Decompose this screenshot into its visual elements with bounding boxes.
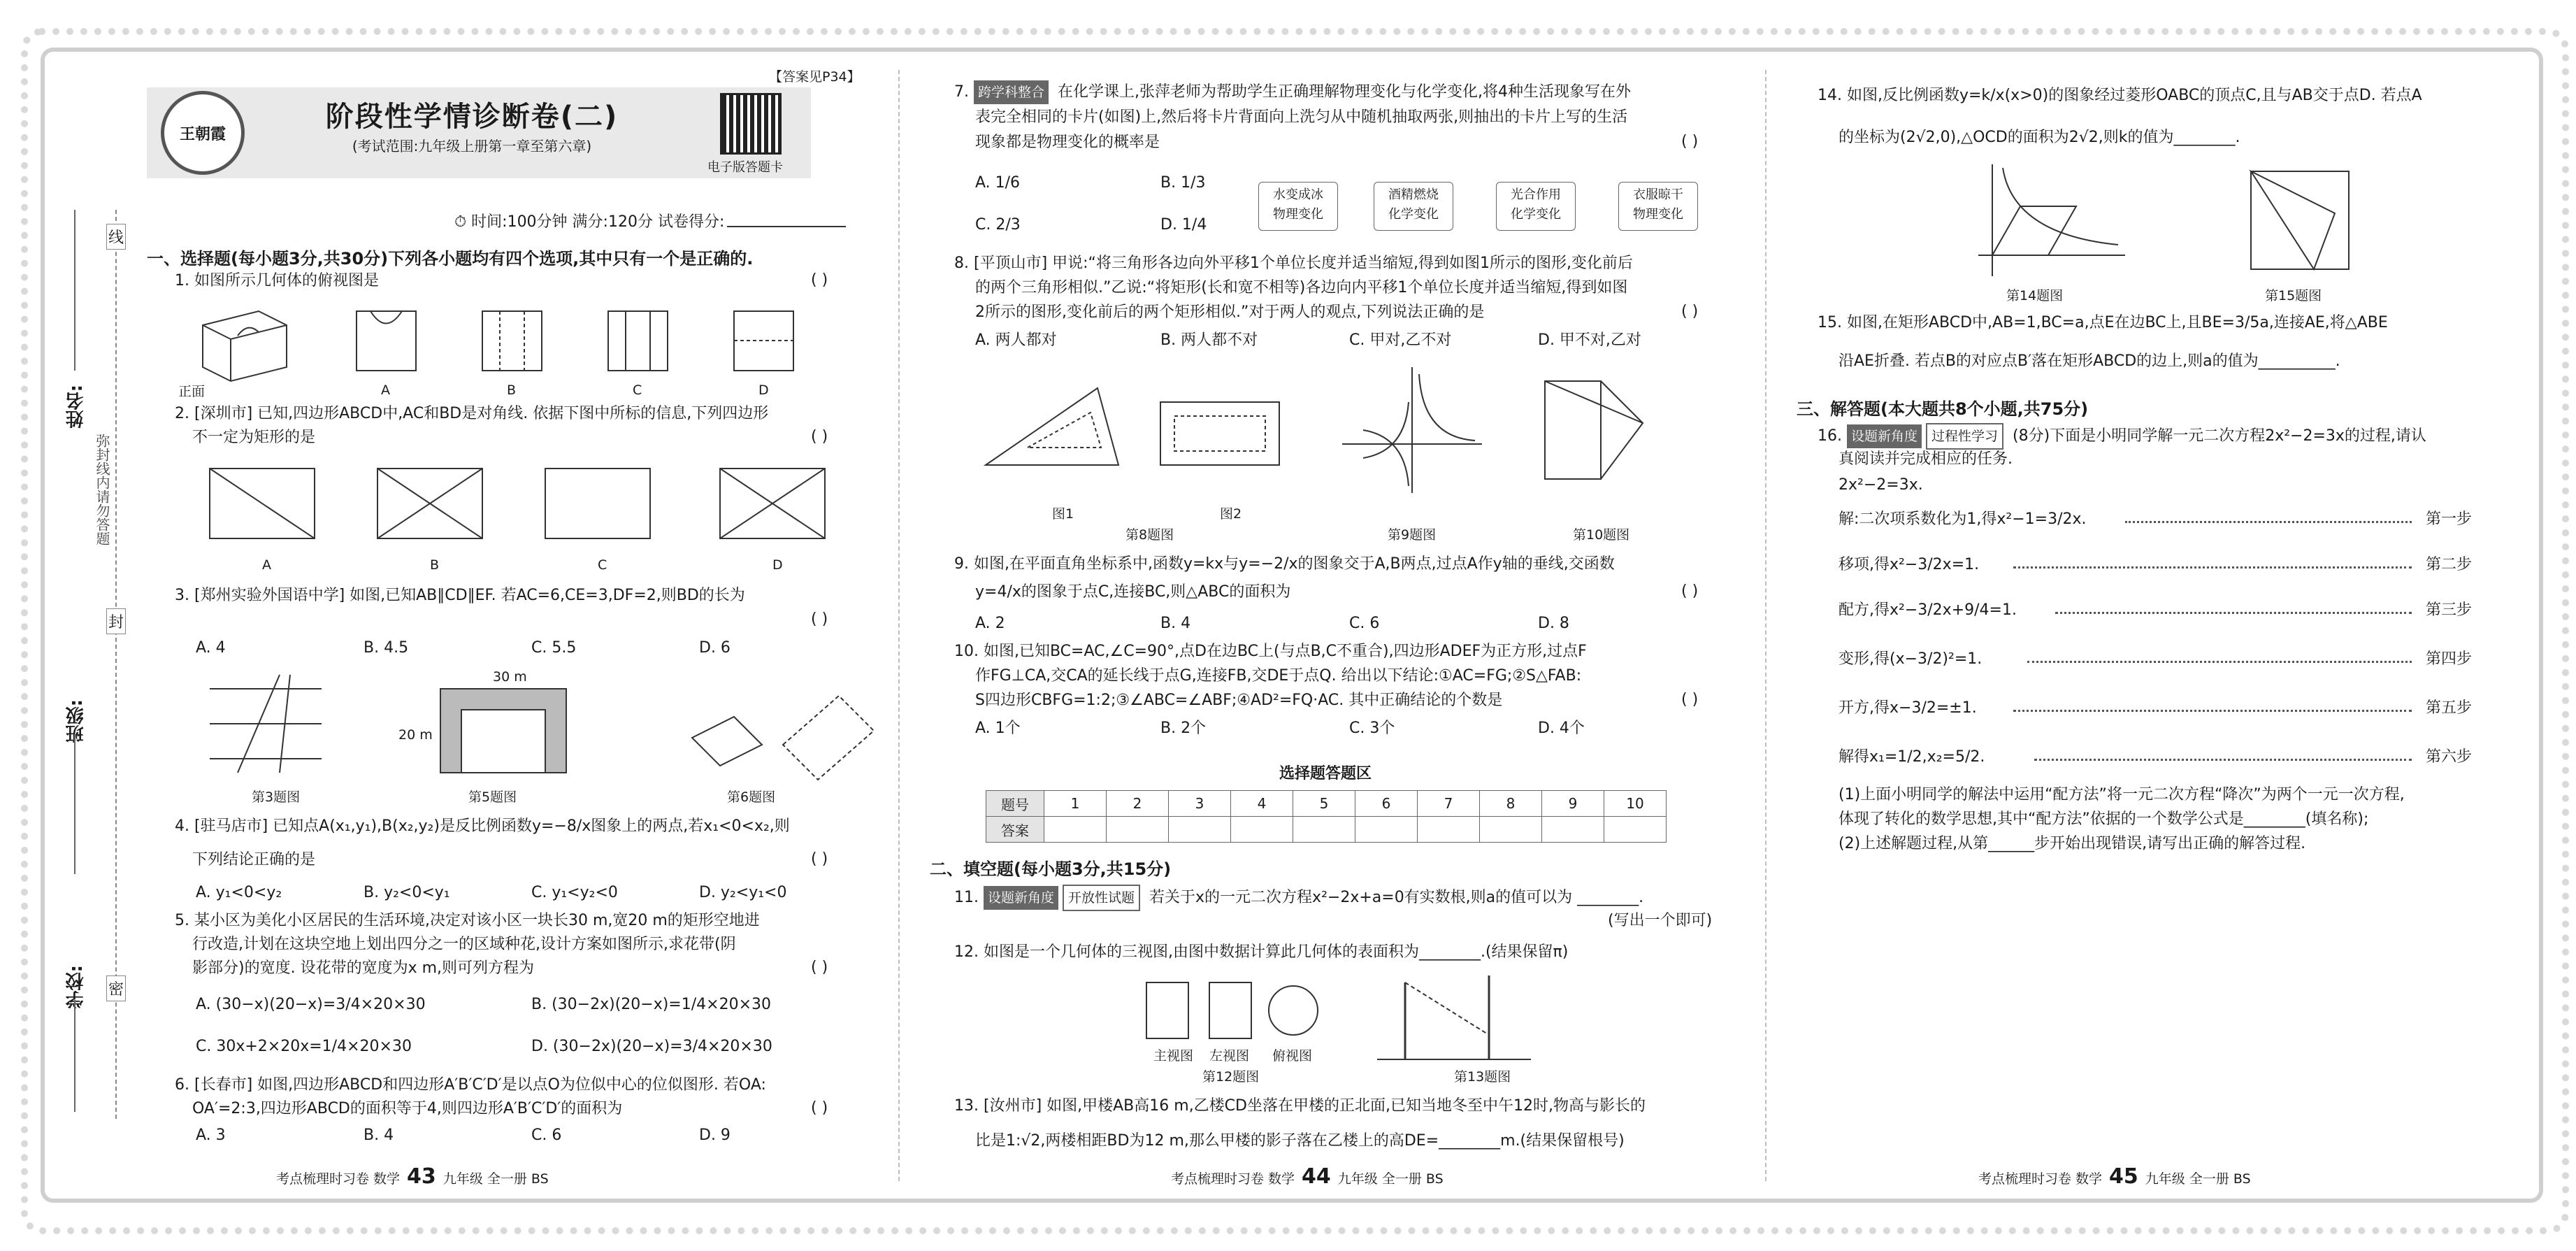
leader-dots: [2055, 612, 2412, 614]
question-3: 3. [郑州实验外国语中学] 如图,已知AB∥CD∥EF. 若AC=6,CE=3,DF=2,则BD的长为: [175, 587, 745, 604]
grid-num: 2: [1107, 791, 1169, 817]
question-16-equation: 2x²−2=3x.: [1839, 476, 1923, 494]
figure-caption: 第13题图: [1454, 1069, 1511, 1085]
page-number: 43: [407, 1164, 436, 1189]
qr-code-icon[interactable]: [720, 93, 782, 155]
card-line: 酒精燃烧: [1388, 187, 1439, 202]
question-7-cont: 现象都是物理变化的概率是: [975, 134, 1160, 151]
solution-step: 移项,得x²−3/2x=1.: [1839, 556, 1980, 573]
school-blank[interactable]: [74, 1000, 75, 1112]
grid-answer-cell[interactable]: [1480, 817, 1542, 843]
question-15-cont: 沿AE折叠. 若点B的对应点B′落在矩形ABCD的边上,则a的值为__________.: [1839, 352, 2340, 370]
qr-label: 电子版答题卡: [707, 160, 783, 175]
question-5-cont: 影部分)的宽度. 设花带的宽度为x m,则可列方程为: [192, 959, 535, 977]
footer-text: 考点梳理时习卷 数学: [1978, 1171, 2103, 1187]
solution-step: 配方,得x²−3/2x+9/4=1.: [1839, 601, 2017, 619]
question-9: 9. 如图,在平面直角坐标系中,函数y=kx与y=−2/x的图象交于A,B两点,过点A作y轴的垂线,交函数: [954, 555, 1615, 573]
school-label: 学校:: [66, 965, 87, 1009]
column-divider: [1765, 70, 1766, 1181]
question-11-note: (写出一个即可): [1608, 912, 1713, 929]
option-label[interactable]: A: [262, 557, 271, 573]
question-16-text: (8分)下面是小明同学解一元二次方程2x²−2=3x的过程,请认: [2013, 427, 2426, 445]
question-10-cont: 作FG⊥CA,交CA的延长线于点G,连接FB,交DE于点Q. 给出以下结论:①AC=FG;②S△FAB:: [975, 667, 1582, 685]
question-12: 12. 如图是一个几何体的三视图,由图中数据计算此几何体的表面积为________.(结果保留π): [954, 943, 1569, 961]
exam-scope: (考试范围:九年级上册第一章至第六章): [352, 138, 592, 155]
footer-text: 九年级 全一册 BS: [2145, 1171, 2251, 1187]
leader-dots: [2013, 710, 2412, 712]
card-line: 物理变化: [1633, 207, 1683, 222]
card-line: 化学变化: [1511, 207, 1561, 222]
footer-text: 考点梳理时习卷 数学: [1171, 1171, 1295, 1187]
step-label: 第三步: [2426, 601, 2473, 619]
figure-caption: 图1: [1052, 506, 1074, 522]
column-1: [105, 66, 881, 1188]
option[interactable]: B. 4: [364, 1127, 394, 1144]
figure-caption: 第3题图: [252, 789, 301, 805]
grid-num: 7: [1418, 791, 1480, 817]
option-label[interactable]: B: [507, 383, 517, 398]
grid-answer-cell[interactable]: [1169, 817, 1231, 843]
leader-dots: [2125, 521, 2412, 523]
solution-step: 开方,得x−3/2=±1.: [1839, 699, 1977, 717]
option[interactable]: D. 甲不对,乙对: [1538, 331, 1641, 349]
option[interactable]: D. 8: [1538, 615, 1569, 632]
grid-num: 8: [1480, 791, 1542, 817]
binding-mark: 密: [106, 975, 126, 1001]
option[interactable]: D. (30−2x)(20−x)=3/4×20×30: [531, 1038, 772, 1055]
figure-caption: 第10题图: [1573, 527, 1630, 543]
fig5-height: 20 m: [398, 727, 433, 743]
tag-badge: 开放性试题: [1063, 885, 1140, 911]
answer-paren[interactable]: ( ): [1681, 303, 1699, 320]
footer-text: 考点梳理时习卷 数学: [276, 1171, 401, 1187]
card-line: 光合作用: [1511, 187, 1561, 202]
question-13: 13. [汝州市] 如图,甲楼AB高16 m,乙楼CD坐落在甲楼的正北面,已知当地冬至中午12时,物高与影长的: [954, 1097, 1646, 1115]
figures-q3-q6: [189, 668, 874, 787]
grid-header: 题号: [986, 791, 1044, 817]
question-10: 10. 如图,已知BC=AC,∠C=90°,点D在边BC上(与点B,C不重合),四边形ADEF为正方形,过点F: [954, 643, 1587, 660]
option[interactable]: C. 3个: [1349, 720, 1395, 737]
answer-grid: [986, 790, 1667, 843]
grid-num: 4: [1231, 791, 1293, 817]
solution-step: 变形,得(x−3/2)²=1.: [1839, 650, 1983, 668]
question-2-cont: 不一定为矩形的是: [192, 429, 316, 446]
figure-caption: 第8题图: [1125, 527, 1174, 543]
question-8-cont: 2所示的图形,变化前后的两个矩形相似.”对于两人的观点,下列说法正确的是: [975, 303, 1485, 321]
question-number: 16.: [1818, 427, 1842, 445]
seal-note: 弥封线内请勿答题: [94, 434, 110, 545]
option-label[interactable]: D: [758, 383, 769, 398]
option[interactable]: B. 4: [1160, 615, 1191, 632]
figure-caption: 图2: [1220, 506, 1242, 522]
option[interactable]: A. 4: [196, 639, 226, 657]
option[interactable]: A. 1个: [975, 720, 1021, 737]
column-2: [909, 66, 1755, 1188]
page-title: 阶段性学情诊断卷(二): [325, 101, 619, 133]
option-label[interactable]: D: [772, 557, 783, 573]
question-5-cont: 行改造,计划在这块空地上划出四分之一的区域种花,设计方案如图所示,求花带(阴: [192, 936, 736, 953]
question-6: 6. [长春市] 如图,四边形ABCD和四边形A′B′C′D′是以点O为位似中心的位似图形. 若OA:: [175, 1076, 766, 1094]
figure-caption: 第6题图: [727, 789, 776, 805]
option[interactable]: B. 4.5: [364, 639, 409, 657]
answer-paren[interactable]: ( ): [811, 959, 828, 976]
card-line: 水变成冰: [1273, 187, 1323, 202]
option-label[interactable]: B: [430, 557, 440, 573]
question-13-cont: 比是1:√2,两楼相距BD为12 m,那么甲楼的影子落在乙楼上的高DE=________m.(结果保留根号): [975, 1132, 1625, 1150]
grid-header: 答案: [986, 817, 1044, 843]
question-16: [1818, 423, 2426, 450]
grid-num: 9: [1542, 791, 1604, 817]
phenomenon-card: [1496, 182, 1576, 231]
view-label: 左视图: [1209, 1048, 1250, 1064]
option-label[interactable]: A: [381, 383, 390, 398]
question-1: 1. 如图所示几何体的俯视图是: [175, 272, 379, 289]
question-11-text: 若关于x的一元二次方程x²−2x+a=0有实数根,则a的值可以为 ________.: [1149, 889, 1644, 906]
grid-answer-cell[interactable]: [1044, 817, 1107, 843]
step-label: 第四步: [2426, 650, 2473, 668]
option[interactable]: A. 1/6: [975, 174, 1021, 192]
tag-badge: 设题新角度: [1847, 424, 1922, 448]
page-number: 44: [1302, 1164, 1331, 1189]
question-14-cont: 的坐标为(2√2,0),△OCD的面积为2√2,则k的值为________.: [1839, 129, 2240, 146]
phenomenon-card: [1374, 182, 1453, 231]
class-blank[interactable]: [74, 734, 75, 874]
figure-caption: 第12题图: [1202, 1069, 1260, 1085]
grid-num: 3: [1169, 791, 1231, 817]
grid-answer-cell[interactable]: [1418, 817, 1480, 843]
exam-meta: ⏱ 时间:100分钟 满分:120分 试卷得分:: [454, 213, 725, 231]
option[interactable]: C. 6: [1349, 615, 1380, 632]
footer-text: 九年级 全一册 BS: [1337, 1171, 1444, 1187]
grid-answer-cell[interactable]: [1542, 817, 1604, 843]
figure-q1: [182, 297, 867, 388]
binding-strip: [49, 210, 110, 1119]
question-number: 7.: [954, 83, 969, 101]
binding-mark: 封: [106, 608, 126, 634]
footer-right: [1978, 1164, 2251, 1189]
grid-num: 1: [1044, 791, 1107, 817]
question-4-cont: 下列结论正确的是: [192, 851, 316, 868]
option[interactable]: A. (30−x)(20−x)=3/4×20×30: [196, 996, 426, 1013]
question-7: [954, 80, 1631, 104]
phenomenon-card: [1258, 182, 1338, 231]
column-3: [1776, 66, 2531, 1188]
column-divider: [898, 70, 900, 1181]
question-8-cont: 的两个三角形相似.”乙说:“将矩形(长和宽不相等)各边向内平移1个单位长度并适当缩短,得到如图: [975, 279, 1628, 296]
section-1-heading: 一、选择题(每小题3分,共30分)下列各小题均有四个选项,其中只有一个是正确的.: [147, 249, 754, 269]
step-label: 第六步: [2426, 748, 2473, 766]
option[interactable]: D. 6: [699, 639, 731, 657]
publisher-logo: 王朝霞: [161, 91, 245, 175]
phenomenon-card: [1618, 182, 1698, 231]
tag-badge: 跨学科整合: [974, 80, 1049, 104]
grid-answer-cell[interactable]: [1231, 817, 1293, 843]
answer-paren[interactable]: ( ): [811, 428, 828, 445]
question-7-cont: 表完全相同的卡片(如图)上,然后将卡片背面向上洗匀从中随机抽取两张,则抽出的卡片上写的生活: [975, 108, 1628, 126]
solution-step: 解得x₁=1/2,x₂=5/2.: [1839, 748, 1985, 766]
answer-paren[interactable]: ( ): [811, 271, 828, 289]
option[interactable]: B. 2个: [1160, 720, 1207, 737]
score-blank[interactable]: [727, 226, 846, 227]
task-2: (2)上述解题过程,从第______步开始出现错误,请写出正确的解答过程.: [1839, 835, 2306, 852]
task-1: (1)上面小明同学的解法中运用“配方法”将一元二次方程“降次”为两个一元一次方程,: [1839, 786, 2405, 803]
option[interactable]: B. 两人都不对: [1160, 331, 1258, 349]
option[interactable]: A. 2: [975, 615, 1005, 632]
name-blank[interactable]: [74, 210, 75, 371]
question-10-cont: S四边形CBFG=1:2;③∠ABC=∠ABF;④AD²=FQ·AC. 其中正确结论的个数是: [975, 692, 1503, 709]
section-2-heading: 二、填空题(每小题3分,共15分): [930, 859, 1172, 879]
view-label: 俯视图: [1272, 1048, 1313, 1064]
question-7-text: 在化学课上,张萍老师为帮助学生正确理解物理变化与化学变化,将4种生活现象写在外: [1058, 83, 1632, 101]
option[interactable]: C. 2/3: [975, 216, 1021, 234]
question-9-cont: y=4/x的图象于点C,连接BC,则△ABC的面积为: [975, 583, 1291, 601]
option[interactable]: D. 9: [699, 1127, 731, 1144]
step-label: 第二步: [2426, 556, 2473, 573]
answer-paren[interactable]: ( ): [811, 610, 828, 628]
question-number: 11.: [954, 889, 979, 906]
answer-paren[interactable]: ( ): [1681, 582, 1699, 600]
option[interactable]: D. y₂<y₁<0: [699, 884, 787, 901]
binding-mark: 线: [106, 224, 126, 250]
option[interactable]: C. 30x+2×20x=1/4×20×30: [196, 1038, 412, 1055]
option[interactable]: A. 两人都对: [975, 331, 1057, 349]
leader-dots: [2034, 759, 2412, 761]
figure-caption: 第15题图: [2265, 288, 2322, 303]
option[interactable]: B. (30−2x)(20−x)=1/4×20×30: [531, 996, 771, 1013]
question-14: 14. 如图,反比例函数y=k/x(x>0)的图象经过菱形OABC的顶点C,且与AB交于点D. 若点A: [1818, 87, 2422, 104]
question-16-cont: 真阅读并完成相应的任务.: [1839, 450, 2013, 468]
class-label: 班级:: [66, 699, 87, 743]
grid-num: 5: [1293, 791, 1355, 817]
card-line: 物理变化: [1273, 207, 1323, 222]
leader-dots: [2013, 566, 2412, 569]
option[interactable]: C. y₁<y₂<0: [531, 884, 618, 901]
option[interactable]: A. y₁<0<y₂: [196, 884, 282, 901]
question-11: [954, 885, 1643, 911]
page-number: 45: [2109, 1164, 2138, 1189]
step-label: 第一步: [2426, 510, 2473, 528]
tag-badge: 过程性学习: [1926, 423, 2003, 450]
figure-q2: [189, 455, 874, 559]
option[interactable]: C. 5.5: [531, 639, 577, 657]
view-label: 主视图: [1153, 1048, 1194, 1064]
figure-caption: 第14题图: [2006, 288, 2064, 303]
grid-num: 6: [1355, 791, 1418, 817]
question-8: 8. [平顶山市] 甲说:“将三角形各边向外平移1个单位长度并适当缩短,得到如图1所示的图形,变化前后: [954, 255, 1633, 272]
figures-q14-q15: [1971, 157, 2405, 283]
front-label: 正面: [178, 384, 206, 399]
card-line: 衣服晾干: [1633, 187, 1683, 202]
option[interactable]: B. 1/3: [1160, 174, 1206, 192]
option[interactable]: D. 1/4: [1160, 216, 1207, 234]
answer-paren[interactable]: ( ): [1681, 133, 1699, 150]
question-5: 5. 某小区为美化小区居民的生活环境,决定对该小区一块长30 m,宽20 m的矩形空地进: [175, 912, 760, 929]
grid-answer-cell[interactable]: [1355, 817, 1418, 843]
answer-paren[interactable]: ( ): [811, 1099, 828, 1117]
figure-caption: 第5题图: [468, 789, 517, 805]
question-2: 2. [深圳市] 已知,四边形ABCD中,AC和BD是对角线. 依据下图中所标的信息,下列四边形: [175, 405, 769, 422]
tag-badge: 设题新角度: [984, 886, 1058, 910]
grid-answer-cell[interactable]: [1293, 817, 1355, 843]
footer-left: [276, 1164, 549, 1189]
footer-middle: [1171, 1164, 1444, 1189]
option-label[interactable]: C: [598, 557, 607, 573]
figure-caption: 第9题图: [1388, 527, 1437, 543]
answer-paren[interactable]: ( ): [1681, 691, 1699, 708]
option[interactable]: C. 6: [531, 1127, 562, 1144]
question-6-cont: OA′=2:3,四边形ABCD的面积等于4,则四边形A′B′C′D′的面积为: [192, 1100, 623, 1117]
fig5-width: 30 m: [493, 669, 527, 685]
option-label[interactable]: C: [633, 383, 642, 398]
option[interactable]: B. y₂<0<y₁: [364, 884, 450, 901]
solution-step: 解:二次项系数化为1,得x²−1=3/2x.: [1839, 510, 2087, 528]
section-3-heading: 三、解答题(本大题共8个小题,共75分): [1797, 399, 2089, 419]
grid-answer-cell[interactable]: [1107, 817, 1169, 843]
answer-paren[interactable]: ( ): [811, 850, 828, 868]
footer-text: 九年级 全一册 BS: [442, 1171, 549, 1187]
question-4: 4. [驻马店市] 已知点A(x₁,y₁),B(x₂,y₂)是反比例函数y=−8/x图象上的两点,若x₁<0<x₂,则: [175, 817, 790, 835]
figures-q8-q10: [972, 360, 1755, 500]
option[interactable]: D. 4个: [1538, 720, 1585, 737]
leader-dots: [2027, 661, 2412, 663]
question-15: 15. 如图,在矩形ABCD中,AB=1,BC=a,点E在边BC上,且BE=3/5a,连接AE,将△ABE: [1818, 314, 2388, 331]
card-line: 化学变化: [1388, 207, 1439, 222]
option[interactable]: C. 甲对,乙不对: [1349, 331, 1452, 349]
answer-reference: 【答案见P34】: [769, 69, 861, 85]
grid-num: 10: [1604, 791, 1667, 817]
name-label: 姓名:: [66, 385, 87, 429]
task-1-cont: 体现了转化的数学思想,其中“配方法”依据的一个数学公式是________(填名称);: [1839, 810, 2369, 828]
answer-grid-title: 选择题答题区: [1279, 765, 1372, 782]
step-label: 第五步: [2426, 699, 2473, 717]
grid-answer-cell[interactable]: [1604, 817, 1667, 843]
option[interactable]: A. 3: [196, 1127, 226, 1144]
